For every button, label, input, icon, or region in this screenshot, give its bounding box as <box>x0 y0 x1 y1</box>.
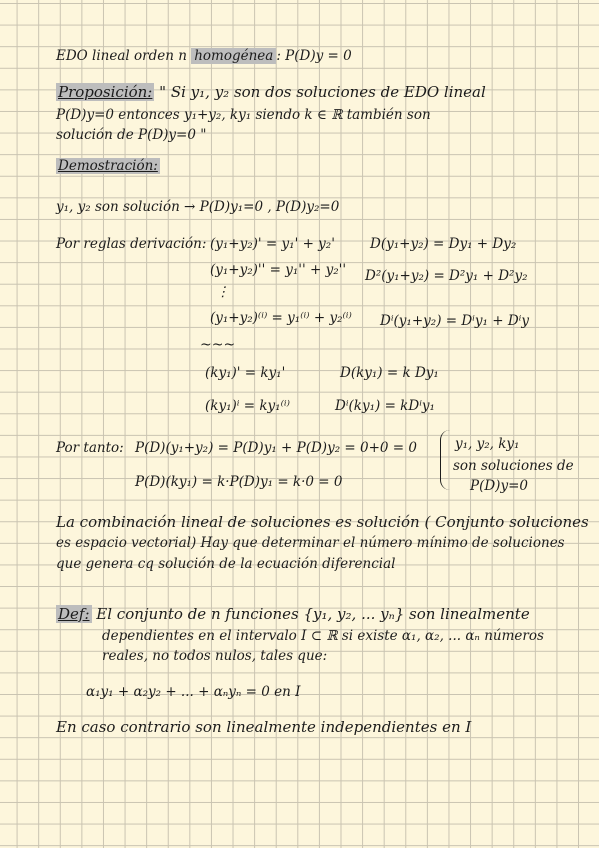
therefore-line-2: P(D)(ky₁) = k·P(D)y₁ = k·0 = 0 <box>135 474 343 490</box>
definition-line-3: reales, no todos nulos, tales que: <box>102 648 328 664</box>
proposition-line-3: solución de P(D)y=0 " <box>56 127 207 143</box>
title-prefix: EDO lineal orden n <box>56 48 187 64</box>
therefore-label: Por tanto: <box>56 440 124 456</box>
section-title <box>56 48 352 64</box>
combination-line-2: es espacio vectorial) Hay que determinar el número mínimo de soluciones <box>56 535 565 551</box>
operator-derivative-2: D²(y₁+y₂) = D²y₁ + D²y₂ <box>365 268 528 284</box>
title-suffix: : P(D)y = 0 <box>276 48 352 64</box>
operator-derivative-i: Dⁱ(y₁+y₂) = Dⁱy₁ + Dⁱy <box>380 313 529 329</box>
definition-equation: α₁y₁ + α₂y₂ + ... + αₙyₙ = 0 en I <box>86 684 301 700</box>
sum-derivative-2: (y₁+y₂)'' = y₁'' + y₂'' <box>210 262 347 278</box>
k-derivative-1: (ky₁)' = ky₁' <box>205 365 286 381</box>
brace-text-2: son soluciones de <box>453 458 574 474</box>
sum-derivative-i: (y₁+y₂)⁽ⁱ⁾ = y₁⁽ⁱ⁾ + y₂⁽ⁱ⁾ <box>210 310 352 326</box>
combination-line-1: La combinación lineal de soluciones es solución ( Conjunto soluciones <box>56 513 589 531</box>
demonstration-label <box>56 158 160 174</box>
separator-squiggle: ~~~ <box>200 337 236 353</box>
proposition-text-1: " Si y₁, y₂ son dos soluciones de EDO lineal <box>159 83 486 101</box>
proposition-label: Proposición: <box>58 83 153 101</box>
definition-final: En caso contrario son linealmente independientes en I <box>56 718 472 736</box>
definition-line-1 <box>56 606 530 622</box>
proposition-line-1 <box>56 84 486 100</box>
definition-text-1: El conjunto de n funciones {y₁, y₂, ... yₙ} son linealmente <box>96 605 530 623</box>
brace-text-1: y₁, y₂, ky₁ <box>455 436 520 452</box>
curly-brace <box>440 430 451 490</box>
k-operator-i: Dⁱ(ky₁) = kDⁱy₁ <box>335 398 435 414</box>
brace-text-3: P(D)y=0 <box>470 478 528 494</box>
definition-label: Def: <box>58 605 90 623</box>
therefore-line-1: P(D)(y₁+y₂) = P(D)y₁ + P(D)y₂ = 0+0 = 0 <box>135 440 417 456</box>
demo-label-text: Demostración: <box>58 158 158 174</box>
vertical-dots: ⋮ <box>216 284 230 300</box>
title-highlight: homogénea <box>191 48 276 64</box>
operator-derivative-1: D(y₁+y₂) = Dy₁ + Dy₂ <box>370 236 517 252</box>
definition-line-2: dependientes en el intervalo I ⊂ ℝ si existe α₁, α₂, ... αₙ números <box>102 628 544 644</box>
proposition-line-2: P(D)y=0 entonces y₁+y₂, ky₁ siendo k ∈ ℝ también son <box>56 107 431 123</box>
combination-line-3: que genera cq solución de la ecuación diferencial <box>56 556 396 572</box>
demo-line-1: y₁, y₂ son solución → P(D)y₁=0 , P(D)y₂=0 <box>56 199 340 215</box>
k-derivative-i: (ky₁)ⁱ = ky₁⁽ⁱ⁾ <box>205 398 290 414</box>
sum-derivative-1: (y₁+y₂)' = y₁' + y₂' <box>210 236 335 252</box>
k-operator-1: D(ky₁) = k Dy₁ <box>340 365 439 381</box>
rules-label: Por reglas derivación: <box>56 236 207 252</box>
